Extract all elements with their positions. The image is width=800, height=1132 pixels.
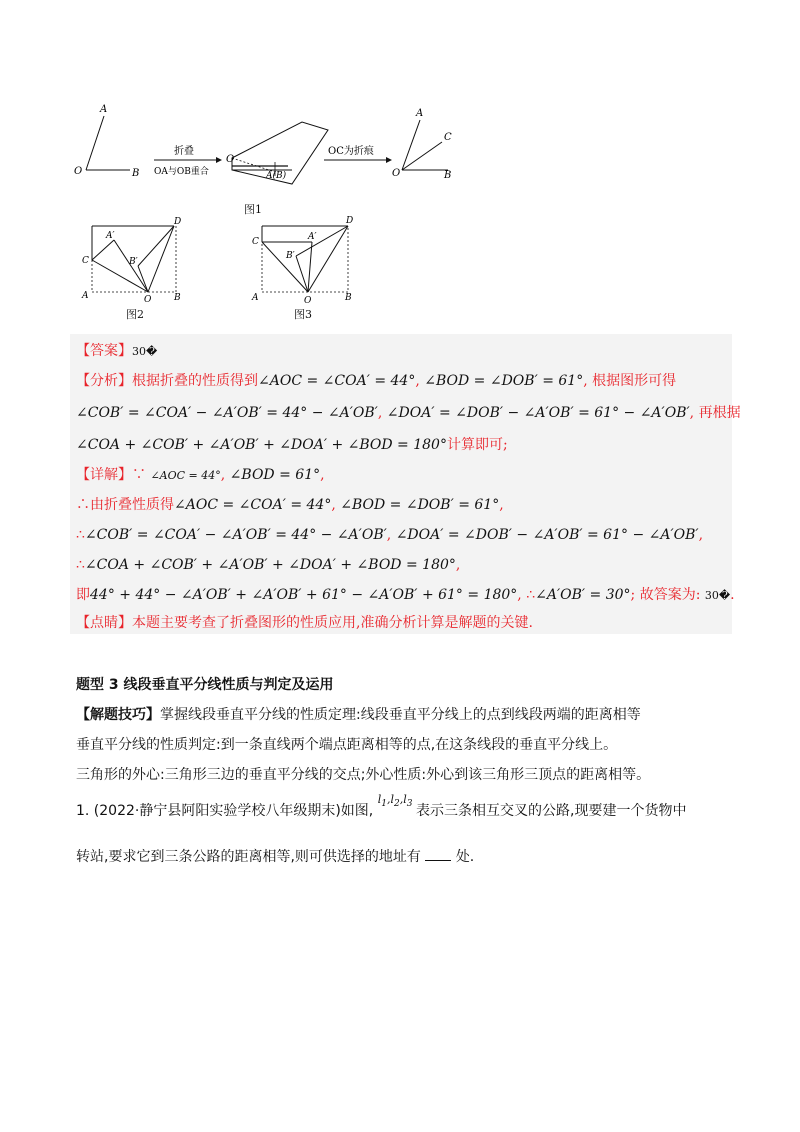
detail-line-5: 即44° + 44° − ∠A′OB′ + ∠A′OB′ + 61° − ∠A′OB′ + 61° = 180°, ∴∠A′OB′ = 30°; 故答案为: 30�. bbox=[76, 587, 735, 603]
arrow-crease-top: OC为折痕 bbox=[328, 146, 374, 157]
question-1-text-2: 转站,要求它到三条公路的距离相等,则可供选择的地址有 bbox=[76, 849, 421, 865]
fig2-label-a: A bbox=[82, 291, 89, 301]
label-o-3: O bbox=[392, 168, 401, 179]
detail-math-9: ∠A′OB′ = 30° bbox=[535, 587, 631, 603]
tip-line-1 bbox=[76, 704, 641, 724]
answer-line bbox=[76, 342, 157, 361]
detail-because: ∵ bbox=[132, 467, 146, 483]
figure-2 bbox=[78, 216, 198, 306]
analysis-text-3b: 计算即可; bbox=[446, 437, 508, 453]
analysis-math-5: ∠COA + ∠COB′ + ∠A′OB′ + ∠DOA′ + ∠BOD = 180° bbox=[76, 437, 447, 453]
fig3-label-c: C bbox=[252, 237, 259, 247]
figure-1 bbox=[70, 100, 470, 200]
analysis-line-2: ∠COB′ = ∠COA′ − ∠A′OB′ = 44° − ∠A′OB′, ∠DOA′ = ∠DOB′ − ∠A′OB′ = 61° − ∠A′OB′, 再根据 bbox=[76, 405, 741, 421]
detail-math-5: ∠COB′ = ∠COA′ − ∠A′OB′ = 44° − ∠A′OB′ bbox=[84, 527, 387, 543]
tip-line-3: 三角形的外心:三角形三边的垂直平分线的交点;外心性质:外心到该三角形三顶点的距离相等。 bbox=[76, 767, 651, 783]
fig2-label-c: C bbox=[82, 256, 89, 266]
answer-blank[interactable] bbox=[425, 848, 451, 861]
analysis-text-2b: 再根据 bbox=[698, 405, 741, 421]
fig3-label-o: O bbox=[304, 296, 312, 306]
point-text: 本题主要考查了折叠图形的性质应用,准确分析计算是解题的关键. bbox=[132, 615, 533, 631]
figure-2-caption: 图2 bbox=[126, 308, 144, 321]
fig2-label-d: D bbox=[174, 217, 182, 227]
tip-text-1: 掌握线段垂直平分线的性质定理:线段垂直平分线上的点到线段两端的距离相等 bbox=[160, 707, 641, 723]
analysis-line-1: 【分析】根据折叠的性质得到∠AOC = ∠COA′ = 44°, ∠BOD = ∠DOB′ = 61°, 根据图形可得 bbox=[76, 373, 677, 389]
detail-math-6: ∠DOA′ = ∠DOB′ − ∠A′OB′ = 61° − ∠A′OB′ bbox=[395, 527, 699, 543]
detail-math-8: 44° + 44° − ∠A′OB′ + ∠A′OB′ + 61° − ∠A′OB′ + 61° = 180° bbox=[90, 587, 518, 603]
analysis-math-4: ∠DOA′ = ∠DOB′ − ∠A′OB′ = 61° − ∠A′OB′ bbox=[386, 405, 690, 421]
question-1-text-3: 处. bbox=[455, 849, 475, 865]
fig2-label-o: O bbox=[144, 295, 152, 305]
label-a-3: A bbox=[416, 108, 424, 119]
analysis-line-3 bbox=[76, 436, 508, 454]
detail-math-3: ∠AOC = ∠COA′ = 44° bbox=[174, 497, 332, 513]
fig3-label-d: D bbox=[346, 216, 354, 226]
analysis-math-3: ∠COB′ = ∠COA′ − ∠A′OB′ = 44° − ∠A′OB′ bbox=[76, 405, 378, 421]
label-b-3: B bbox=[444, 170, 452, 181]
point-tag: 【点睛】 bbox=[76, 615, 132, 631]
analysis-math-1: ∠AOC = ∠COA′ = 44° bbox=[258, 373, 416, 389]
question-1-line-2 bbox=[76, 846, 474, 866]
detail-therefore-3: ∴ bbox=[526, 587, 536, 603]
detail-line-3: ∴∠COB′ = ∠COA′ − ∠A′OB′ = 44° − ∠A′OB′, ∠DOA′ = ∠DOB′ − ∠A′OB′ = 61° − ∠A′OB′, bbox=[76, 527, 704, 543]
detail-tag: 【详解】 bbox=[76, 467, 132, 483]
detail-line-2: ∴由折叠性质得∠AOC = ∠COA′ = 44°, ∠BOD = ∠DOB′ = 61°, bbox=[76, 497, 504, 513]
fig2-label-b1: B′ bbox=[129, 257, 138, 267]
road-labels: l1,l2,l3 bbox=[377, 793, 413, 809]
label-ab: A(B) bbox=[266, 171, 287, 181]
angle-aob bbox=[74, 104, 139, 179]
fig3-label-b1: B′ bbox=[286, 251, 295, 261]
fig2-label-a1: A′ bbox=[106, 231, 115, 241]
analysis-text-1a: 根据折叠的性质得到 bbox=[132, 373, 258, 389]
figure-1-caption: 图1 bbox=[244, 203, 262, 216]
detail-line-1: 【详解】∵ ∠AOC = 44°, ∠BOD = 61°, bbox=[76, 467, 325, 483]
detail-therefore-1: ∴ bbox=[76, 527, 85, 543]
question-1-line-1 bbox=[76, 793, 687, 821]
answer-value: 30� bbox=[132, 345, 158, 358]
analysis-tag: 【分析】 bbox=[76, 373, 132, 389]
arrow-fold-bottom: OA与OB重合 bbox=[154, 167, 209, 177]
question-1-source: 1. (2022·静宁县阿阳实验学校八年级期末)如图, bbox=[76, 803, 374, 819]
figure-3 bbox=[248, 212, 368, 306]
detail-therefore-2: ∴ bbox=[76, 557, 85, 573]
arrow-crease bbox=[324, 144, 392, 163]
fig3-label-b: B bbox=[345, 293, 352, 303]
figure-3-caption: 图3 bbox=[294, 308, 312, 321]
label-o: O bbox=[74, 166, 83, 177]
analysis-math-2: ∠BOD = ∠DOB′ = 61° bbox=[424, 373, 584, 389]
detail-line-4: ∴∠COA + ∠COB′ + ∠A′OB′ + ∠DOA′ + ∠BOD = 180°, bbox=[76, 557, 461, 573]
angle-bisector bbox=[392, 108, 452, 181]
analysis-text-1b: 根据图形可得 bbox=[592, 373, 677, 389]
detail-math-1: ∠AOC = 44° bbox=[150, 469, 221, 482]
label-a: A bbox=[100, 104, 108, 115]
label-o-2: O bbox=[226, 154, 235, 165]
tip-line-2: 垂直平分线的性质判定:到一条直线两个端点距离相等的点,在这条线段的垂直平分线上。 bbox=[76, 737, 618, 753]
arrow-fold-top: 折叠 bbox=[174, 146, 194, 157]
detail-math-4: ∠BOD = ∠DOB′ = 61° bbox=[340, 497, 500, 513]
folded-paper bbox=[226, 122, 328, 184]
point-line bbox=[76, 614, 533, 632]
label-b: B bbox=[132, 168, 140, 179]
detail-math-7: ∠COA + ∠COB′ + ∠A′OB′ + ∠DOA′ + ∠BOD = 180° bbox=[84, 557, 456, 573]
tip-tag: 【解题技巧】 bbox=[76, 707, 160, 723]
answer-tag: 【答案】 bbox=[76, 343, 132, 359]
fig3-label-a1: A′ bbox=[308, 232, 317, 242]
section-title: 题型 3 线段垂直平分线性质与判定及运用 bbox=[76, 677, 334, 693]
fig3-label-a: A bbox=[252, 293, 259, 303]
question-1-text: 表示三条相互交叉的公路,现要建一个货物中 bbox=[416, 803, 687, 819]
detail-text-5c: ; 故答案为: bbox=[630, 587, 701, 603]
label-c: C bbox=[444, 132, 452, 143]
fig2-label-b: B bbox=[174, 293, 181, 303]
detail-text-5a: 即 bbox=[76, 587, 90, 603]
detail-math-2: ∠BOD = 61° bbox=[229, 467, 321, 483]
arrow-fold bbox=[154, 144, 222, 177]
detail-text-2a: ∴由折叠性质得 bbox=[76, 497, 174, 513]
detail-answer: 30� bbox=[704, 589, 731, 602]
